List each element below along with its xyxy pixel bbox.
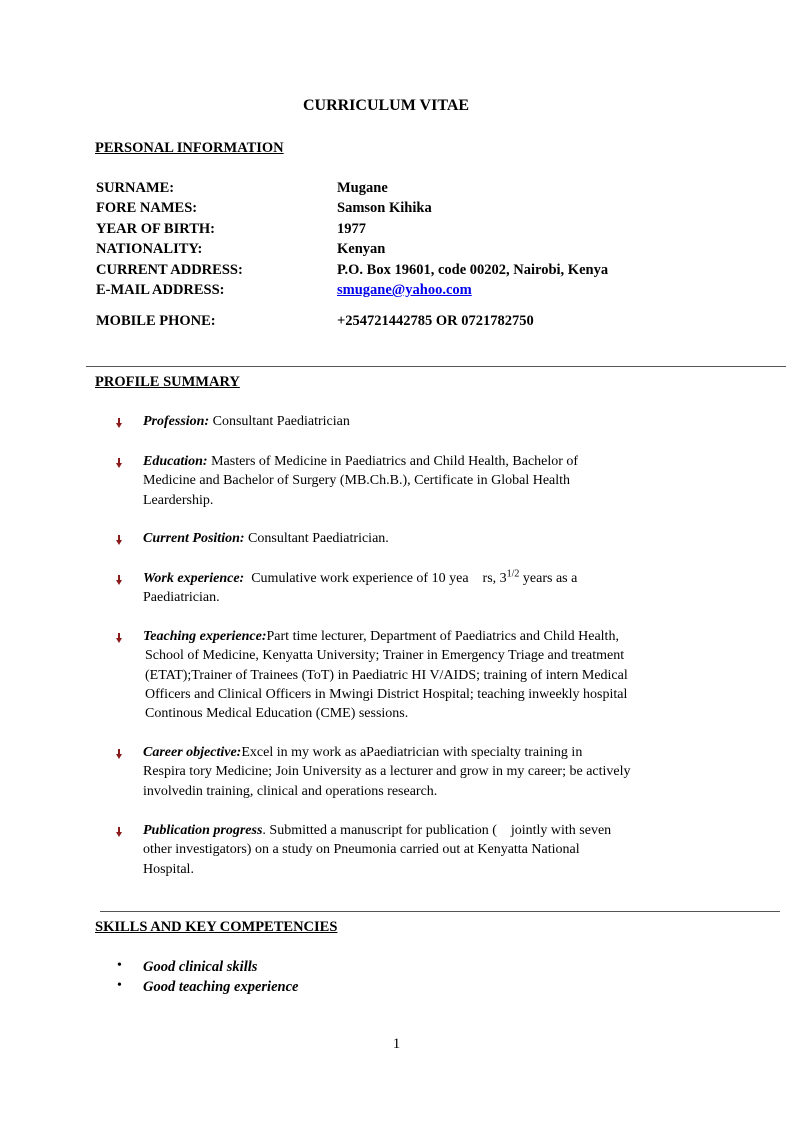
document-title: CURRICULUM VITAE — [302, 97, 470, 114]
bullet-dot-icon: • — [117, 978, 122, 993]
profile-item-profession: Profession: Consultant Paediatrician — [143, 414, 350, 429]
section-divider — [100, 911, 780, 912]
skills-heading: SKILLS AND KEY COMPETENCIES — [95, 919, 338, 935]
surname-value: Mugane — [337, 180, 388, 196]
skill-item: Good clinical skills — [143, 959, 258, 975]
page-number: 1 — [392, 1036, 401, 1052]
arrow-bullet-icon — [116, 575, 122, 585]
profile-item-publication-progress: Publication progress. Submitted a manuscript for publication ( jointly with seven other investigators) on a study on Pneumonia carried out at Kenyatta National Hospital. — [143, 823, 612, 877]
profile-item-work-experience: Work experience: Cumulative work experience of 10 yea rs, $3^{1/2}$ years as a Paediatrician. — [143, 568, 578, 606]
email-link[interactable]: smugane@yahoo.com — [337, 282, 472, 298]
arrow-bullet-icon — [116, 535, 122, 545]
arrow-bullet-icon — [116, 418, 122, 428]
fore-names-value: Samson Kihika — [337, 200, 432, 216]
email-address-label: E-MAIL ADDRESS: — [96, 282, 225, 298]
bullet-dot-icon: • — [117, 958, 122, 973]
nationality-value: Kenyan — [337, 241, 386, 257]
nationality-label: NATIONALITY: — [96, 241, 203, 257]
profile-item-education: Education: Masters of Medicine in Paediatrics and Child Health, Bachelor of Medicine and Bachelor of Surgery (MB.Ch.B.), Certificate in Global Health Leardership. — [143, 454, 579, 508]
email-address-value — [337, 282, 472, 299]
profile-item-career-objective: Career objective:Excel in my work as aPaediatrician with specialty training in Respira tory Medicine; Join University as a lecturer and grow in my career; be actively involvedin training, clinical and operations research. — [143, 745, 631, 799]
arrow-bullet-icon — [116, 827, 122, 837]
surname-label: SURNAME: — [96, 180, 175, 196]
mobile-phone-value: +254721442785 OR 0721782750 — [337, 313, 534, 329]
profile-summary-heading: PROFILE SUMMARY — [95, 374, 240, 390]
current-address-value: P.O. Box 19601, code 00202, Nairobi, Kenya — [337, 262, 609, 278]
arrow-bullet-icon — [116, 633, 122, 643]
profile-item-teaching-experience: Teaching experience:Part time lecturer, Department of Paediatrics and Child Health, School of Medicine, Kenyatta University; Trainer in Emergency Triage and treatment (ETAT);Trainer of Trainees (ToT) in Paediatric HI V/AIDS; training of intern Medical Officers and Clinical Officers in Mwingi District Hospital; teaching inweekly hospital Continous Medical Education (CME) sessions. — [143, 629, 628, 722]
arrow-bullet-icon — [116, 458, 122, 468]
mobile-phone-label: MOBILE PHONE: — [96, 313, 216, 329]
section-divider — [86, 366, 786, 367]
personal-information-heading: PERSONAL INFORMATION — [95, 140, 284, 156]
fore-names-label: FORE NAMES: — [96, 200, 198, 216]
profile-item-current-position: Current Position: Consultant Paediatrician. — [143, 531, 389, 546]
year-of-birth-value: 1977 — [337, 221, 366, 237]
year-of-birth-label: YEAR OF BIRTH: — [96, 221, 215, 237]
arrow-bullet-icon — [116, 749, 122, 759]
skill-item: Good teaching experience — [143, 979, 299, 995]
current-address-label: CURRENT ADDRESS: — [96, 262, 243, 278]
